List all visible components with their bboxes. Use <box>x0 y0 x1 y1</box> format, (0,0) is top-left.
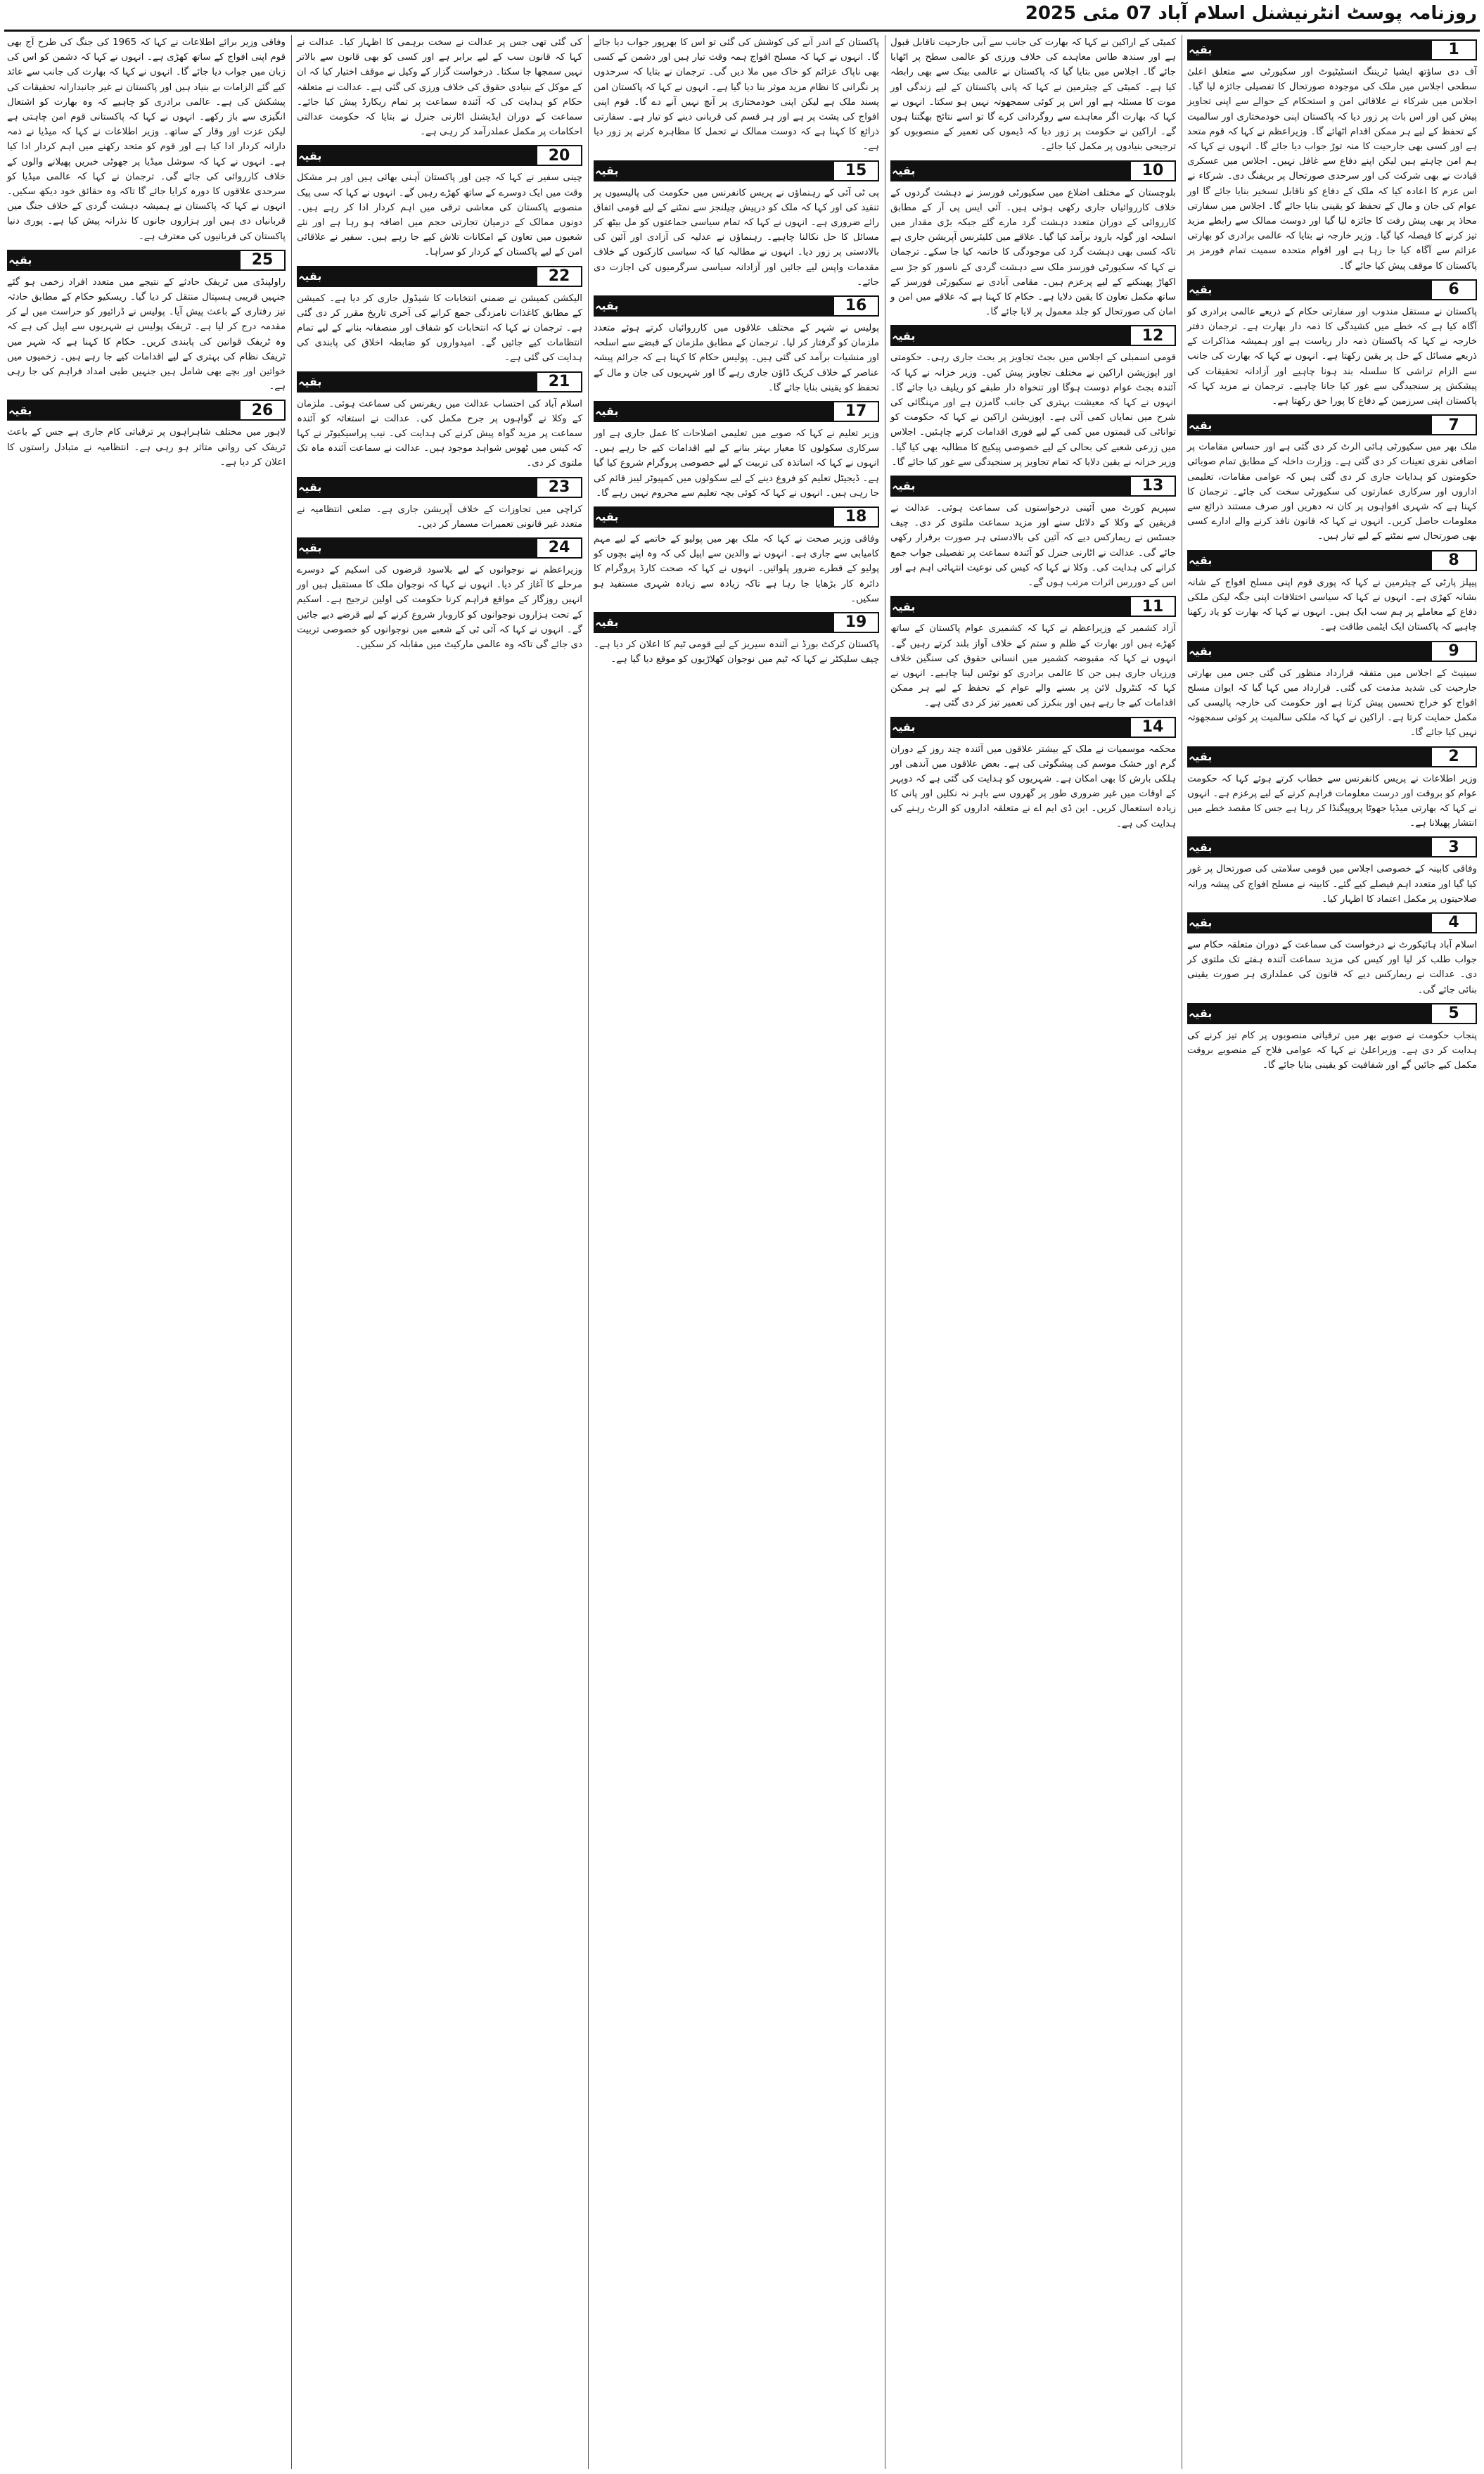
continuation-number: 3 <box>1432 838 1476 856</box>
article-text: پی ٹی آئی کے رہنماؤں نے پریس کانفرنس میں حکومت کی پالیسیوں پر تنقید کی اور کہا کہ ملک کو درپیش چیلنجز سے نمٹنے کے لیے قومی اتفاق رائے ضروری ہے۔ انہوں نے کہا کہ تمام سیاسی جماعتوں کو مل بیٹھ کر مسائل کا حل نکالنا چاہیے۔ رہنماؤں نے عدلیہ کی آزادی اور آئین کی بالادستی پر زور دیا۔ انہوں نے مطالبہ کیا کہ سیاسی کارکنوں کے خلاف مقدمات واپس لیے جائیں اور آزادانہ سیاسی سرگرمیوں کی اجازت دی جائے۔ <box>594 187 879 288</box>
continuation-heading <box>7 250 286 271</box>
continuation-label: بقیہ <box>892 477 1131 495</box>
continuation-number: 25 <box>241 251 284 269</box>
column-4 <box>297 35 582 2469</box>
continuation-number: 12 <box>1131 326 1175 345</box>
article-block <box>1187 550 1477 635</box>
article-text: کراچی میں تجاوزات کے خلاف آپریشن جاری ہے۔ ضلعی انتظامیہ نے متعدد غیر قانونی تعمیرات مسمار کر دیں۔ <box>297 504 582 530</box>
continuation-number: 23 <box>537 478 581 497</box>
continuation-heading <box>297 537 582 559</box>
continuation-number: 11 <box>1131 597 1175 616</box>
continuation-number: 21 <box>537 373 581 391</box>
masthead: روزنامہ پوسٹ انٹرنیشنل اسلام آباد 07 مئی 2025 <box>1025 3 1477 24</box>
continuation-number: 26 <box>241 401 284 419</box>
article-text: اسلام آباد ہائیکورٹ نے درخواست کی سماعت کے دوران متعلقہ حکام سے جواب طلب کر لیا اور کیس کی مزید سماعت آئندہ ہفتے تک ملتوی کر دی۔ عدالت نے ریمارکس دیے کہ قانون کی عملداری ہر صورت یقینی بنائی جائے گی۔ <box>1187 939 1477 995</box>
continuation-heading <box>297 266 582 287</box>
continuation-label: بقیہ <box>595 613 834 632</box>
continuation-label: بقیہ <box>595 162 834 180</box>
continuation-label: بقیہ <box>298 267 537 286</box>
continuation-label: بقیہ <box>1189 914 1432 932</box>
continuation-heading <box>594 160 879 181</box>
continuation-label: بقیہ <box>1189 748 1432 766</box>
article-text: وزیر اطلاعات نے پریس کانفرنس سے خطاب کرتے ہوئے کہا کہ حکومت عوام کو بروقت اور درست معلومات فراہم کرنے کے لیے پرعزم ہے۔ انہوں نے کہا کہ بھارتی میڈیا جھوٹا پروپیگنڈا کر رہا ہے جس کا مقصد خطے میں انتشار پھیلانا ہے۔ <box>1187 773 1477 829</box>
continuation-heading <box>594 401 879 422</box>
article-block <box>297 35 582 139</box>
article-block <box>1187 39 1477 274</box>
continuation-label: بقیہ <box>892 162 1131 180</box>
article-block <box>297 537 582 652</box>
continuation-heading <box>297 477 582 498</box>
continuation-heading <box>1187 1003 1477 1024</box>
continuation-label: بقیہ <box>595 297 834 315</box>
article-block <box>890 476 1176 590</box>
continuation-heading <box>1187 39 1477 60</box>
continuation-number: 7 <box>1432 416 1476 434</box>
continuation-heading <box>594 612 879 633</box>
continuation-heading <box>890 476 1176 497</box>
continuation-heading <box>594 506 879 528</box>
article-text: پیپلز پارٹی کے چیئرمین نے کہا کہ پوری قوم اپنی مسلح افواج کے شانہ بشانہ کھڑی ہے۔ انہوں نے کہا کہ سیاسی اختلافات اپنی جگہ لیکن ملکی دفاع کے معاملے پر ہم سب ایک ہیں۔ انہوں نے کہا کہ بھارت کو یاد رکھنا چاہیے کہ پاکستان ایک ایٹمی طاقت ہے۔ <box>1187 577 1477 633</box>
continuation-number: 17 <box>834 402 878 421</box>
continuation-heading <box>890 160 1176 181</box>
column-1 <box>1187 35 1477 2469</box>
article-block <box>1187 912 1477 997</box>
article-text: بلوچستان کے مختلف اضلاع میں سکیورٹی فورسز نے دہشت گردوں کے خلاف کارروائیاں جاری رکھی ہوئی ہیں۔ آئی ایس پی آر کے مطابق کارروائی کے دوران متعدد دہشت گرد مارے گئے جبکہ بڑی مقدار میں اسلحہ اور گولہ بارود برآمد کیا گیا۔ علاقے میں کلیئرنس آپریشن جاری ہے تاکہ کسی بھی دہشت گرد کی موجودگی کا خاتمہ کیا جا سکے۔ ترجمان نے کہا کہ سکیورٹی فورسز ملک سے دہشت گردی کے ناسور کو جڑ سے اکھاڑ پھینکنے کے لیے پرعزم ہیں۔ مقامی آبادی نے سکیورٹی فورسز کے ساتھ مکمل تعاون کا یقین دلایا ہے۔ حکام کا کہنا ہے کہ علاقے میں امن و امان کی صورتحال کو جلد معمول پر لایا جائے گا۔ <box>890 187 1176 318</box>
article-block <box>594 160 879 290</box>
continuation-number: 10 <box>1131 162 1175 180</box>
continuation-label: بقیہ <box>298 373 537 391</box>
continuation-number: 8 <box>1432 551 1476 570</box>
article-text: کی گئی تھی جس پر عدالت نے سخت برہمی کا اظہار کیا۔ عدالت نے کہا کہ قانون سب کے لیے برابر ہے اور کسی کو بھی قانون سے بالاتر نہیں سمجھا جا سکتا۔ درخواست گزار کے وکیل نے موقف اختیار کیا کہ ان کے موکل کے بنیادی حقوق کی خلاف ورزی کی گئی ہے۔ عدالت نے متعلقہ حکام کو ہدایت کی کہ آئندہ سماعت پر تمام ریکارڈ پیش کیا جائے۔ سماعت کے دوران ایڈیشنل اٹارنی جنرل نے بتایا کہ حکومت عدالتی احکامات پر مکمل عملدرآمد کر رہی ہے۔ <box>297 37 582 138</box>
continuation-label: بقیہ <box>892 326 1131 345</box>
column-divider <box>588 35 589 2469</box>
continuation-heading <box>297 145 582 166</box>
continuation-label: بقیہ <box>892 718 1131 737</box>
continuation-number: 19 <box>834 613 878 632</box>
article-block <box>1187 836 1477 907</box>
article-text: اسلام آباد کی احتساب عدالت میں ریفرنس کی سماعت ہوئی۔ ملزمان کے وکلا نے گواہوں پر جرح مکمل کی۔ عدالت نے استغاثہ کو آئندہ سماعت پر مزید گواہ پیش کرنے کی ہدایت کی۔ نیب پراسیکیوٹر نے کہا کہ کیس میں ٹھوس شواہد موجود ہیں۔ عدالت نے سماعت آئندہ ماہ تک ملتوی کر دی۔ <box>297 398 582 469</box>
article-text: آزاد کشمیر کے وزیراعظم نے کہا کہ کشمیری عوام پاکستان کے ساتھ کھڑے ہیں اور بھارت کے ظلم و ستم کے خلاف آواز بلند کرتے رہیں گے۔ انہوں نے کہا کہ مقبوضہ کشمیر میں انسانی حقوق کی سنگین خلاف ورزیاں جاری ہیں جن کا عالمی برادری کو نوٹس لینا چاہیے۔ انہوں نے کہا کہ کنٹرول لائن پر بسنے والے عوام کے تحفظ کے لیے ہر ممکن اقدامات کیے جا رہے ہیں اور بنکرز کی تعمیر تیز کر دی گئی ہے۔ <box>890 623 1176 709</box>
continuation-heading <box>594 295 879 317</box>
continuation-heading <box>1187 641 1477 662</box>
article-block <box>594 35 879 155</box>
article-text: قومی اسمبلی کے اجلاس میں بجٹ تجاویز پر بحث جاری رہی۔ حکومتی اور اپوزیشن اراکین نے مختلف تجاویز پیش کیں۔ وزیر خزانہ نے کہا کہ آئندہ بجٹ عوام دوست ہوگا اور تنخواہ دار طبقے کو ریلیف دیا جائے گا۔ انہوں نے کہا کہ معیشت بہتری کی جانب گامزن ہے اور مہنگائی کی شرح میں نمایاں کمی آئی ہے۔ اپوزیشن اراکین نے کہا کہ حکومت کو توانائی کی قیمتوں میں کمی کے لیے فوری اقدامات کرنے چاہئیں۔ اجلاس میں زرعی شعبے کی بحالی کے لیے خصوصی پیکیج کا مطالبہ بھی کیا گیا۔ وزیر خزانہ نے یقین دلایا کہ تمام تجاویز پر سنجیدگی سے غور کیا جائے گا۔ <box>890 352 1176 468</box>
masthead-rule <box>4 30 1480 32</box>
article-block <box>594 401 879 501</box>
continuation-heading <box>1187 912 1477 933</box>
continuation-heading <box>297 371 582 393</box>
article-block <box>7 35 286 244</box>
article-block <box>890 717 1176 831</box>
article-text: سپریم کورٹ میں آئینی درخواستوں کی سماعت ہوئی۔ عدالت نے فریقین کے وکلا کے دلائل سنے اور مزید سماعت ملتوی کر دی۔ چیف جسٹس نے ریمارکس دیے کہ آئین کی بالادستی ہر صورت برقرار رکھی جائے گی۔ عدالت نے اٹارنی جنرل کو آئندہ سماعت پر تفصیلی جواب جمع کرانے کی ہدایت کی۔ وکلا نے کہا کہ کیس کی نوعیت انتہائی اہم ہے اور اس کے دوررس اثرات مرتب ہوں گے۔ <box>890 503 1176 589</box>
article-text: وزیراعظم نے نوجوانوں کے لیے بلاسود قرضوں کی اسکیم کے دوسرے مرحلے کا آغاز کر دیا۔ انہوں نے کہا کہ نوجوان ملک کا مستقبل ہیں اور انہیں روزگار کے مواقع فراہم کرنا حکومت کی اولین ترجیح ہے۔ اسکیم کے تحت ہزاروں نوجوانوں کو کاروبار شروع کرنے کے لیے قرضے دیے جائیں گے۔ انہوں نے کہا کہ آئی ٹی کے شعبے میں نوجوانوں کو خصوصی تربیت دی جائے گی تاکہ وہ عالمی مارکیٹ میں مقابلہ کر سکیں۔ <box>297 565 582 651</box>
article-text: راولپنڈی میں ٹریفک حادثے کے نتیجے میں متعدد افراد زخمی ہو گئے جنہیں قریبی ہسپتال منتقل کر دیا گیا۔ ریسکیو حکام کے مطابق حادثہ تیز رفتاری کے باعث پیش آیا۔ پولیس نے ڈرائیور کو حراست میں لے کر مقدمہ درج کر لیا ہے۔ ٹریفک پولیس نے شہریوں سے اپیل کی ہے کہ وہ ٹریفک قوانین کی پابندی کریں۔ حکام کا کہنا ہے کہ شہر میں ٹریفک نظام کی بہتری کے لیے اقدامات کیے جا رہے ہیں۔ زخمیوں میں خواتین اور بچے بھی شامل ہیں جنہیں طبی امداد فراہم کی جا رہی ہے۔ <box>7 276 286 393</box>
article-block <box>297 477 582 532</box>
continuation-label: بقیہ <box>1189 838 1432 856</box>
article-block <box>1187 414 1477 544</box>
article-text: چینی سفیر نے کہا کہ چین اور پاکستان آہنی بھائی ہیں اور ہر مشکل وقت میں ایک دوسرے کے ساتھ کھڑے رہیں گے۔ انہوں نے کہا کہ سی پیک منصوبے پاکستان کی معاشی ترقی میں اہم کردار ادا کر رہے ہیں۔ دونوں ممالک کے درمیان تجارتی حجم میں اضافہ ہو رہا ہے اور نئے شعبوں میں تعاون کے امکانات تلاش کیے جا رہے ہیں۔ سفیر نے علاقائی امن کے لیے پاکستان کے کردار کو سراہا۔ <box>297 172 582 258</box>
article-text: سینیٹ کے اجلاس میں متفقہ قرارداد منظور کی گئی جس میں بھارتی جارحیت کی شدید مذمت کی گئی۔ قرارداد میں کہا گیا کہ ایوان مسلح افواج کو خراج تحسین پیش کرتا ہے اور حکومت کی خارجہ پالیسی کی مکمل حمایت کرتا ہے۔ اراکین نے کہا کہ ملکی سالمیت پر کوئی سمجھوتہ نہیں کیا جائے گا۔ <box>1187 668 1477 739</box>
continuation-number: 22 <box>537 267 581 286</box>
column-5 <box>7 35 286 2469</box>
continuation-heading <box>890 717 1176 738</box>
continuation-label: بقیہ <box>1189 416 1432 434</box>
continuation-label: بقیہ <box>1189 281 1432 299</box>
continuation-heading <box>7 400 286 421</box>
article-block <box>1187 1003 1477 1073</box>
article-text: آف دی ساؤتھ ایشیا ٹریننگ انسٹیٹیوٹ اور سکیورٹی سے متعلق اعلیٰ سطحی اجلاس میں ملک کی موجودہ صورتحال کا تفصیلی جائزہ لیا گیا۔ اجلاس میں شرکاء نے علاقائی امن و استحکام کے حوالے سے اپنی تجاویز پیش کیں اور اس بات پر زور دیا کہ پاکستان اپنی خودمختاری اور سالمیت کے تحفظ کے لیے ہر ممکن اقدام اٹھائے گا۔ وزیراعظم نے کہا کہ قوم متحد ہے اور کسی بھی جارحیت کا منہ توڑ جواب دیا جائے گا۔ انہوں نے کہا کہ ہم امن چاہتے ہیں لیکن اپنے دفاع سے غافل نہیں۔ اجلاس میں عسکری قیادت نے بھی شرکت کی اور سرحدی صورتحال پر بریفنگ دی۔ شرکاء نے اس عزم کا اعادہ کیا کہ ملک کے دفاع کو ناقابل تسخیر بنایا جائے گا اور عوام کی جان و مال کے تحفظ کو یقینی بنایا جائے گا۔ اجلاس میں سفارتی محاذ پر بھی پیش رفت کا جائزہ لیا گیا اور دوست ممالک سے رابطے مزید تیز کرنے کا فیصلہ کیا گیا۔ وزیر خارجہ نے بتایا کہ عالمی برادری کو بھارتی عزائم سے آگاہ کیا جا رہا ہے اور اقوام متحدہ سمیت تمام فورمز پر پاکستان کا موقف پیش کیا جائے گا۔ <box>1187 67 1477 272</box>
article-text: پاکستان کرکٹ بورڈ نے آئندہ سیریز کے لیے قومی ٹیم کا اعلان کر دیا ہے۔ چیف سلیکٹر نے کہا کہ ٹیم میں نوجوان کھلاڑیوں کو موقع دیا گیا ہے۔ <box>594 639 879 665</box>
article-text: وزیر تعلیم نے کہا کہ صوبے میں تعلیمی اصلاحات کا عمل جاری ہے اور سرکاری سکولوں کا معیار بہتر بنانے کے لیے اقدامات کیے جا رہے ہیں۔ انہوں نے کہا کہ اساتذہ کی تربیت کے لیے خصوصی پروگرام شروع کیا گیا ہے۔ ڈیجیٹل تعلیم کو فروغ دینے کے لیے سکولوں میں کمپیوٹر لیبز قائم کی جا رہی ہیں۔ انہوں نے کہا کہ کوئی بچہ تعلیم سے محروم نہیں رہے گا۔ <box>594 428 879 499</box>
continuation-number: 9 <box>1432 642 1476 661</box>
article-text: پاکستان کے اندر آنے کی کوشش کی گئی تو اس کا بھرپور جواب دیا جائے گا۔ انہوں نے کہا کہ مسلح افواج ہمہ وقت تیار ہیں اور دشمن کے کسی بھی ناپاک عزائم کو خاک میں ملا دیں گی۔ ترجمان نے بتایا کہ سرحدوں پر نگرانی کا نظام مزید موثر بنا دیا گیا ہے۔ انہوں نے کہا کہ پاکستان امن پسند ملک ہے لیکن اپنی خودمختاری پر آنچ نہیں آنے دے گا۔ قوم اپنی افواج کی پشت پر ہے اور ہر قسم کی قربانی دینے کو تیار ہے۔ سفارتی ذرائع کا کہنا ہے کہ دوست ممالک نے تحمل کا مظاہرہ کرنے پر زور دیا ہے۔ <box>594 37 879 153</box>
continuation-label: بقیہ <box>892 597 1131 616</box>
continuation-heading <box>1187 550 1477 571</box>
continuation-heading <box>1187 414 1477 435</box>
article-block <box>297 145 582 260</box>
article-text: الیکشن کمیشن نے ضمنی انتخابات کا شیڈول جاری کر دیا ہے۔ کمیشن کے مطابق کاغذات نامزدگی جمع کرانے کی آخری تاریخ مقرر کر دی گئی ہے۔ ترجمان نے کہا کہ انتخابات کو شفاف اور منصفانہ بنانے کے لیے تمام انتظامات کیے جائیں گے۔ امیدواروں کو ضابطہ اخلاق کی پابندی کی ہدایت کی گئی ہے۔ <box>297 293 582 364</box>
article-block <box>890 160 1176 320</box>
continuation-number: 14 <box>1131 718 1175 737</box>
article-text: وفاقی وزیر برائے اطلاعات نے کہا کہ 1965 کی جنگ کی طرح آج بھی قوم اپنی افواج کے ساتھ کھڑی ہے۔ انہوں نے کہا کہ دشمن کو اس کی زبان میں جواب دیا جائے گا۔ انہوں نے کہا کہ بھارت کی جانب سے عائد کیے گئے الزامات بے بنیاد ہیں اور پاکستان نے غیر جانبدارانہ تحقیقات کی پیشکش کی ہے۔ عالمی برادری کو چاہیے کہ وہ بھارت کو اشتعال انگیزی سے باز رکھے۔ انہوں نے کہا کہ پاکستانی قوم امن چاہتی ہے لیکن عزت اور وقار کے ساتھ۔ وزیر اطلاعات نے کہا کہ میڈیا نے ذمہ دارانہ کردار ادا کیا ہے اور قوم کو متحد رکھنے میں اہم کردار ادا کیا ہے۔ انہوں نے کہا کہ سوشل میڈیا پر جھوٹی خبریں پھیلانے والوں کے خلاف کارروائی کی جائے گی۔ ترجمان نے کہا کہ عالمی میڈیا کو سرحدی علاقوں کا دورہ کرایا جائے گا تاکہ وہ حقائق خود دیکھ سکیں۔ انہوں نے کہا کہ پاکستان نے ہمیشہ دہشت گردی کے خلاف جنگ میں قربانیاں دی ہیں اور ہزاروں جانوں کا نذرانہ پیش کیا ہے۔ پوری دنیا پاکستان کی قربانیوں کی معترف ہے۔ <box>7 37 286 242</box>
continuation-number: 4 <box>1432 914 1476 932</box>
continuation-number: 18 <box>834 508 878 526</box>
article-block <box>1187 279 1477 409</box>
article-block <box>297 371 582 471</box>
continuation-label: بقیہ <box>8 251 241 269</box>
continuation-label: بقیہ <box>1189 551 1432 570</box>
article-block <box>890 596 1176 710</box>
article-block <box>1187 641 1477 741</box>
article-block <box>7 400 286 470</box>
continuation-label: بقیہ <box>8 401 241 419</box>
column-3 <box>594 35 879 2469</box>
article-block <box>890 35 1176 155</box>
article-text: لاہور میں مختلف شاہراہوں پر ترقیاتی کام جاری ہے جس کے باعث ٹریفک کی روانی متاثر ہو رہی ہے۔ انتظامیہ نے متبادل راستوں کا اعلان کر دیا ہے۔ <box>7 427 286 468</box>
continuation-number: 6 <box>1432 281 1476 299</box>
continuation-label: بقیہ <box>595 508 834 526</box>
continuation-number: 24 <box>537 539 581 557</box>
continuation-heading <box>890 596 1176 617</box>
article-block <box>890 325 1176 470</box>
article-text: پنجاب حکومت نے صوبے بھر میں ترقیاتی منصوبوں پر کام تیز کرنے کی ہدایت کر دی ہے۔ وزیراعلیٰ نے کہا کہ عوامی فلاح کے منصوبے بروقت مکمل کیے جائیں گے اور شفافیت کو یقینی بنایا جائے گا۔ <box>1187 1030 1477 1071</box>
continuation-number: 16 <box>834 297 878 315</box>
continuation-label: بقیہ <box>298 146 537 165</box>
article-block <box>7 250 286 395</box>
continuation-label: بقیہ <box>1189 41 1432 59</box>
continuation-number: 13 <box>1131 477 1175 495</box>
continuation-label: بقیہ <box>298 478 537 497</box>
article-block <box>594 506 879 606</box>
article-block <box>1187 746 1477 831</box>
continuation-heading <box>1187 836 1477 857</box>
article-text: کمیٹی کے اراکین نے کہا کہ بھارت کی جانب سے آبی جارحیت ناقابل قبول ہے اور سندھ طاس معاہدے کی خلاف ورزی کو عالمی سطح پر اٹھایا جائے گا۔ اجلاس میں بتایا گیا کہ پاکستان نے عالمی بینک سے بھی رابطہ کیا ہے۔ کمیٹی کے چیئرمین نے کہا کہ پانی پاکستان کے لیے زندگی اور موت کا مسئلہ ہے اور اس پر کوئی سمجھوتہ نہیں ہو سکتا۔ انہوں نے کہا کہ بھارت اگر معاہدے سے روگردانی کرے گا تو اسے نتائج بھگتنا ہوں گے۔ اراکین نے حکومت پر زور دیا کہ ڈیموں کی تعمیر کے منصوبوں کو ترجیحی بنیادوں پر مکمل کیا جائے۔ <box>890 37 1176 153</box>
article-block <box>594 612 879 667</box>
continuation-label: بقیہ <box>1189 642 1432 661</box>
column-2 <box>890 35 1176 2469</box>
article-text: پولیس نے شہر کے مختلف علاقوں میں کارروائیاں کرتے ہوئے متعدد ملزمان کو گرفتار کر لیا۔ ترجمان کے مطابق ملزمان کے قبضے سے اسلحہ اور منشیات برآمد کی گئی ہیں۔ پولیس حکام کا کہنا ہے کہ جرائم پیشہ عناصر کے خلاف کریک ڈاؤن جاری رہے گا اور شہریوں کی جان و مال کے تحفظ کو یقینی بنایا جائے گا۔ <box>594 323 879 393</box>
article-text: وفاقی وزیر صحت نے کہا کہ ملک بھر میں پولیو کے خاتمے کے لیے مہم کامیابی سے جاری ہے۔ انہوں نے والدین سے اپیل کی کہ وہ اپنے بچوں کو پولیو کے قطرے ضرور پلوائیں۔ انہوں نے کہا کہ صحت کارڈ پروگرام کا دائرہ کار بڑھایا جا رہا ہے تاکہ زیادہ سے زیادہ شہری مستفید ہو سکیں۔ <box>594 534 879 604</box>
continuation-heading <box>1187 279 1477 300</box>
article-text: ملک بھر میں سکیورٹی ہائی الرٹ کر دی گئی ہے اور حساس مقامات پر اضافی نفری تعینات کر دی گئی ہے۔ وزارت داخلہ کے مطابق تمام صوبائی حکومتوں کو ہدایات جاری کر دی گئی ہیں کہ عوامی مقامات، تعلیمی اداروں اور سرکاری عمارتوں کی سکیورٹی سخت کی جائے۔ ترجمان کا کہنا ہے کہ شہری افواہوں پر کان نہ دھریں اور صرف مستند ذرائع سے معلومات حاصل کریں۔ انہوں نے کہا کہ قانون نافذ کرنے والے ادارے کسی بھی صورتحال سے نمٹنے کے لیے تیار ہیں۔ <box>1187 442 1477 542</box>
continuation-label: بقیہ <box>595 402 834 421</box>
article-text: وفاقی کابینہ کے خصوصی اجلاس میں قومی سلامتی کی صورتحال پر غور کیا گیا اور متعدد اہم فیصلے کیے گئے۔ کابینہ نے مسلح افواج کی پیشہ ورانہ صلاحیتوں پر مکمل اعتماد کا اظہار کیا۔ <box>1187 864 1477 905</box>
article-block <box>594 295 879 395</box>
article-text: محکمہ موسمیات نے ملک کے بیشتر علاقوں میں آئندہ چند روز کے دوران گرم اور خشک موسم کی پیشگوئی کی ہے۔ بعض علاقوں میں آندھی اور ہلکی بارش کا بھی امکان ہے۔ شہریوں کو ہدایت کی گئی ہے کہ دوپہر کے اوقات میں غیر ضروری طور پر گھروں سے باہر نہ نکلیں اور پانی کا زیادہ استعمال کریں۔ این ڈی ایم اے نے متعلقہ اداروں کو الرٹ رہنے کی ہدایت کی ہے۔ <box>890 744 1176 829</box>
article-block <box>297 266 582 366</box>
column-divider <box>291 35 292 2469</box>
continuation-number: 2 <box>1432 748 1476 766</box>
continuation-number: 15 <box>834 162 878 180</box>
continuation-number: 5 <box>1432 1005 1476 1023</box>
continuation-number: 1 <box>1432 41 1476 59</box>
continuation-heading <box>1187 746 1477 767</box>
article-text: پاکستان نے مستقل مندوب اور سفارتی حکام کے ذریعے عالمی برادری کو آگاہ کیا ہے کہ خطے میں کشیدگی کا ذمہ دار بھارت ہے۔ ترجمان دفتر خارجہ نے کہا کہ پاکستان ذمہ دار ریاست ہے اور ہمیشہ مذاکرات کے ذریعے مسائل کے حل پر یقین رکھتا ہے۔ انہوں نے کہا کہ بھارت کی جانب سے الزام تراشی کا سلسلہ بند ہونا چاہیے اور آزادانہ تحقیقات کی پیشکش پر سنجیدگی سے غور کیا جانا چاہیے۔ ترجمان نے مزید کہا کہ پاکستان اپنی سرزمین کے دفاع کا پورا حق رکھتا ہے۔ <box>1187 306 1477 407</box>
continuation-heading <box>890 325 1176 346</box>
continuation-label: بقیہ <box>1189 1005 1432 1023</box>
continuation-label: بقیہ <box>298 539 537 557</box>
continuation-number: 20 <box>537 146 581 165</box>
